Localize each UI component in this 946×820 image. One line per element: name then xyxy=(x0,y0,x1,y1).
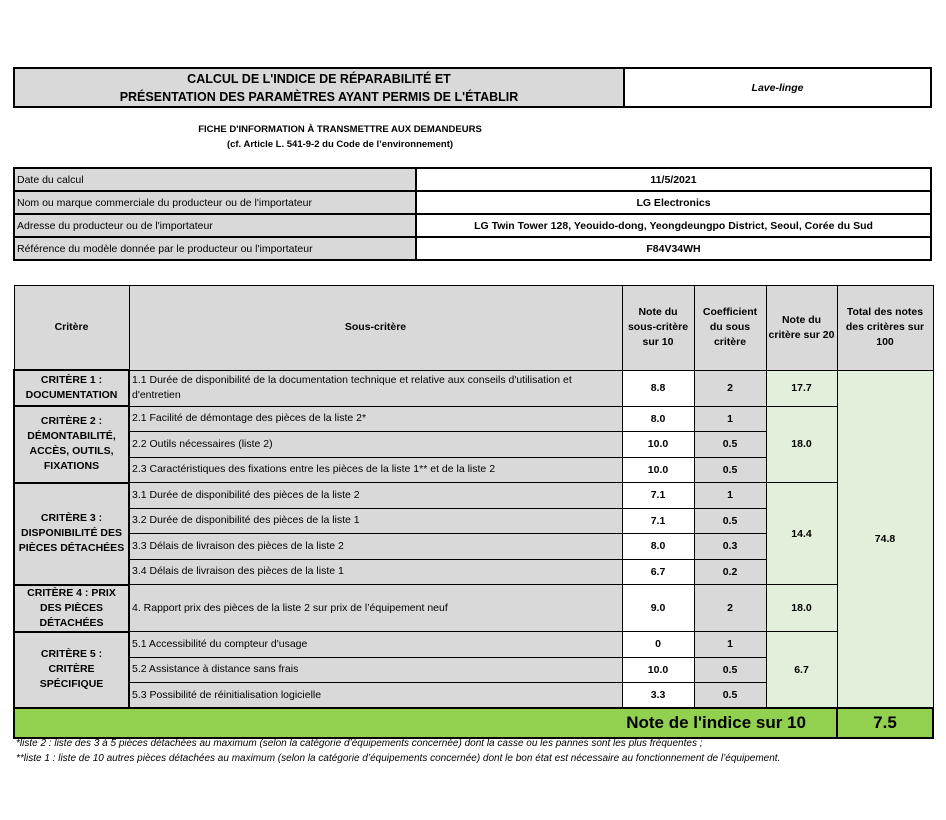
subcriterion-coef: 0.5 xyxy=(694,683,766,709)
subcriterion-label: 4. Rapport prix des pièces de la liste 2 sur prix de l’équipement neuf xyxy=(129,585,622,632)
subcriterion-coef: 2 xyxy=(694,370,766,406)
subcriterion-note: 3.3 xyxy=(622,683,694,709)
subcriterion-label: 3.2 Durée de disponibilité des pièces de la liste 1 xyxy=(129,508,622,534)
subcriterion-note: 10.0 xyxy=(622,657,694,683)
document-title xyxy=(15,69,625,106)
criterion-5-note: 6.7 xyxy=(766,632,837,709)
info-value: LG Twin Tower 128, Yeouido-dong, Yeongdeungpo District, Seoul, Corée du Sud xyxy=(416,214,931,237)
title-line-2: PRÉSENTATION DES PARAMÈTRES AYANT PERMIS DE L'ÉTABLIR xyxy=(119,89,519,104)
header-coef: Coefficient du sous critère xyxy=(694,286,766,371)
criterion-5-label: CRITÈRE 5 : CRITÈRE SPÉCIFIQUE xyxy=(14,632,129,709)
subcriterion-coef: 2 xyxy=(694,585,766,632)
table-row xyxy=(14,585,933,632)
table-row xyxy=(14,370,933,406)
subcriterion-label: 3.1 Durée de disponibilité des pièces de la liste 2 xyxy=(129,483,622,509)
header-note10: Note du sous-critère sur 10 xyxy=(622,286,694,371)
info-table xyxy=(13,167,932,261)
subcriterion-label: 2.2 Outils nécessaires (liste 2) xyxy=(129,432,622,458)
info-value: LG Electronics xyxy=(416,191,931,214)
title-box xyxy=(13,67,932,108)
info-row-address xyxy=(14,214,931,237)
subcriterion-coef: 0.5 xyxy=(694,432,766,458)
subcriterion-coef: 1 xyxy=(694,632,766,658)
subcriterion-coef: 0.5 xyxy=(694,457,766,483)
subcriterion-coef: 0.3 xyxy=(694,534,766,560)
subcriterion-note: 6.7 xyxy=(622,559,694,585)
subtitle-line-2: (cf. Article L. 541-9-2 du Code de l’environnement) xyxy=(226,139,454,150)
info-label: Référence du modèle donnée par le producteur ou l'importateur xyxy=(14,237,416,260)
table-header-row xyxy=(14,286,933,371)
final-score-label: Note de l'indice sur 10 xyxy=(14,708,837,738)
criterion-2-note: 18.0 xyxy=(766,406,837,483)
subtitle-line-1: FICHE D'INFORMATION À TRANSMETTRE AUX DEMANDEURS xyxy=(198,124,482,135)
subcriterion-coef: 1 xyxy=(694,483,766,509)
subtitle xyxy=(0,122,680,152)
info-label: Adresse du producteur ou de l'importateur xyxy=(14,214,416,237)
subcriterion-label: 2.3 Caractéristiques des fixations entre les pièces de la liste 1** et de la liste 2 xyxy=(129,457,622,483)
subcriterion-note: 8.0 xyxy=(622,534,694,560)
header-note20: Note du critère sur 20 xyxy=(766,286,837,371)
subcriterion-label: 2.1 Facilité de démontage des pièces de la liste 2* xyxy=(129,406,622,432)
subcriterion-note: 7.1 xyxy=(622,508,694,534)
footnote-liste-2: *liste 2 : liste des 3 à 5 pièces détachées au maximum (selon la catégorie d’équipements concernée) dont la casse ou les pannes sont les plus fréquentes ; xyxy=(16,738,703,749)
subcriterion-label: 5.3 Possibilité de réinitialisation logicielle xyxy=(129,683,622,709)
subcriterion-note: 10.0 xyxy=(622,457,694,483)
header-sous-critere: Sous-critère xyxy=(129,286,622,371)
table-row xyxy=(14,483,933,509)
header-critere: Critère xyxy=(14,286,129,371)
criterion-3-note: 14.4 xyxy=(766,483,837,585)
final-score-row xyxy=(14,708,933,738)
subcriterion-note: 9.0 xyxy=(622,585,694,632)
subcriterion-note: 10.0 xyxy=(622,432,694,458)
subcriterion-label: 5.1 Accessibilité du compteur d'usage xyxy=(129,632,622,658)
info-label: Nom ou marque commerciale du producteur ou de l'importateur xyxy=(14,191,416,214)
header-total: Total des notes des critères sur 100 xyxy=(837,286,933,371)
info-value: 11/5/2021 xyxy=(416,168,931,191)
product-category: Lave-linge xyxy=(625,69,930,106)
subcriterion-coef: 0.5 xyxy=(694,657,766,683)
subcriterion-label: 3.4 Délais de livraison des pièces de la liste 1 xyxy=(129,559,622,585)
subcriterion-label: 5.2 Assistance à distance sans frais xyxy=(129,657,622,683)
info-row-brand xyxy=(14,191,931,214)
subcriterion-note: 0 xyxy=(622,632,694,658)
subcriterion-note: 8.0 xyxy=(622,406,694,432)
criterion-3-label: CRITÈRE 3 : DISPONIBILITÉ DES PIÈCES DÉTACHÉES xyxy=(14,483,129,585)
footnotes xyxy=(16,736,936,766)
subcriterion-label: 3.3 Délais de livraison des pièces de la liste 2 xyxy=(129,534,622,560)
total-score: 74.8 xyxy=(837,370,933,708)
subcriterion-coef: 0.5 xyxy=(694,508,766,534)
subcriterion-label: 1.1 Durée de disponibilité de la documentation technique et relative aux conseils d'utilisation et d'entretien xyxy=(129,370,622,406)
final-score-value: 7.5 xyxy=(837,708,933,738)
criterion-1-note: 17.7 xyxy=(766,370,837,406)
subcriterion-coef: 1 xyxy=(694,406,766,432)
subcriterion-coef: 0.2 xyxy=(694,559,766,585)
info-row-model xyxy=(14,237,931,260)
criteria-table xyxy=(13,285,934,739)
subcriterion-note: 8.8 xyxy=(622,370,694,406)
info-value: F84V34WH xyxy=(416,237,931,260)
title-line-1: CALCUL DE L'INDICE DE RÉPARABILITÉ ET xyxy=(187,71,451,86)
info-row-date xyxy=(14,168,931,191)
table-row xyxy=(14,406,933,432)
subcriterion-note: 7.1 xyxy=(622,483,694,509)
criterion-4-label: CRITÈRE 4 : PRIX DES PIÈCES DÉTACHÉES xyxy=(14,585,129,632)
info-label: Date du calcul xyxy=(14,168,416,191)
criterion-2-label: CRITÈRE 2 : DÉMONTABILITÉ, ACCÈS, OUTILS, FIXATIONS xyxy=(14,406,129,483)
criterion-4-note: 18.0 xyxy=(766,585,837,632)
footnote-liste-1: **liste 1 : liste de 10 autres pièces détachées au maximum (selon la catégorie d’équipements concernée) dont le bon état est nécessaire au fonctionnement de l’équipement. xyxy=(16,753,781,764)
criterion-1-label: CRITÈRE 1 : DOCUMENTATION xyxy=(14,370,129,406)
table-row xyxy=(14,632,933,658)
